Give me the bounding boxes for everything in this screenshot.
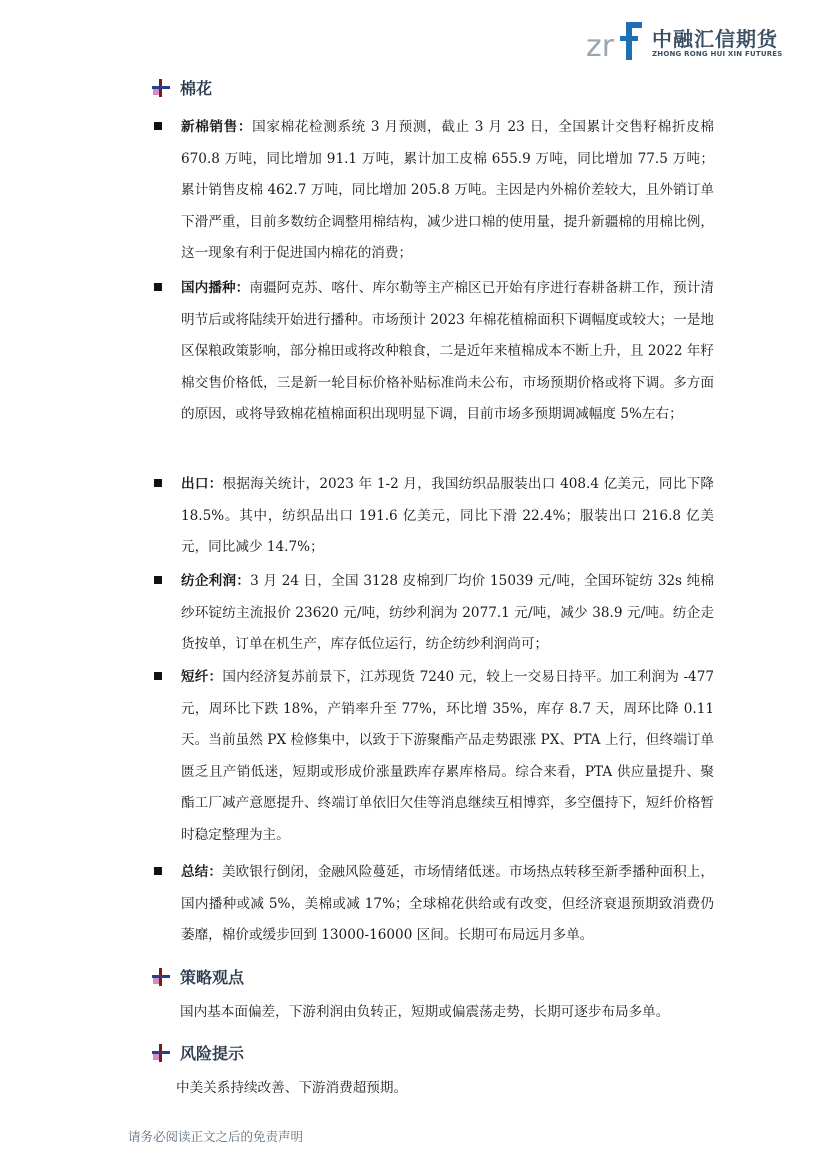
section-header-risk <box>150 1041 244 1064</box>
section-marker-icon <box>150 77 172 99</box>
bullet-icon <box>154 479 162 487</box>
item-text: 3 月 24 日，全国 3128 皮棉到厂均价 15039 元/吨，全国环锭纺 32s 纯棉纱环锭纺主流报价 23620 元/吨，纺纱利润为 2077.1 元/吨，减少 38.9 元/吨。纺企走货按单，订单在机生产，库存低位运行，纺企纺纱利润尚可； <box>181 573 715 652</box>
item-label: 出口： <box>181 476 223 492</box>
item-text: 国内经济复苏前景下，江苏现货 7240 元，较上一交易日持平。加工利润为 -477 元，周环比下跌 18%，产销率升至 77%，环比增 35%，库存 8.7 天，周环比降 0.11 天。当前虽然 PX 检修集中，以致于下游聚酯产品走势跟涨 PX、PTA 上行，但终端订单匮乏且产销低迷，短期或形成价涨量跌库存累库格局。综合来看，PTA 供应量提升、聚酯工厂减产意愿提升、终端订单依旧欠佳等消息继续互相博弈，多空僵持下，短纤价格暂时稳定整理为主。 <box>181 669 714 843</box>
bullet-icon <box>154 672 162 680</box>
svg-text:zr: zr <box>586 29 615 62</box>
list-item-staple-fiber <box>154 662 714 851</box>
list-item-domestic-sowing <box>154 273 714 431</box>
section-title: 风险提示 <box>180 1044 245 1063</box>
section-header-cotton <box>150 76 212 99</box>
item-label: 短纤： <box>181 669 223 685</box>
zrf-logo-icon <box>586 20 644 62</box>
strategy-text: 国内基本面偏差，下游利润由负转正，短期或偏震荡走势，长期可逐步布局多单。 <box>180 1004 670 1020</box>
bullet-icon <box>154 122 162 130</box>
list-item-summary <box>154 857 714 952</box>
logo-chinese-name: 中融汇信期货 <box>652 27 778 51</box>
item-label: 总结： <box>181 864 223 880</box>
section-header-strategy <box>150 965 244 988</box>
bullet-icon <box>154 283 162 291</box>
item-label: 国内播种： <box>181 280 250 296</box>
section-title: 策略观点 <box>180 968 245 987</box>
item-label: 纺企利润： <box>181 573 251 589</box>
list-item-new-cotton-sales <box>154 112 714 270</box>
risk-text: 中美关系持续改善、下游消费超预期。 <box>176 1080 408 1096</box>
section-marker-icon <box>150 1042 172 1064</box>
item-text: 根据海关统计，2023 年 1-2 月，我国纺织品服装出口 408.4 亿美元，同比下降 18.5%。其中，纺织品出口 191.6 亿美元，同比下滑 22.4%；服装出口 216.8 亿美元，同比减少 14.7%； <box>181 476 715 555</box>
item-text: 美欧银行倒闭，金融风险蔓延，市场情绪低迷。市场热点转移至新季播种面积上，国内播种或减 5%，美棉或减 17%；全球棉花供给或有改变，但经济衰退预期致消费仍萎靡，棉价或缓步回到 13000-16000 区间。长期可布局远月多单。 <box>181 864 715 943</box>
section-title: 棉花 <box>180 79 213 98</box>
list-item-export <box>154 469 714 564</box>
bullet-icon <box>154 576 162 584</box>
list-item-spinning-profit <box>154 566 714 661</box>
footer-disclaimer: 请务必阅读正文之后的免责声明 <box>128 1129 304 1144</box>
item-text: 国家棉花检测系统 3 月预测，截止 3 月 23 日，全国累计交售籽棉折皮棉 670.8 万吨，同比增加 91.1 万吨，累计加工皮棉 655.9 万吨，同比增加 77.5 万吨；累计销售皮棉 462.7 万吨，同比增加 205.8 万吨。主因是内外棉价差较大，且外销订单下滑严重，目前多数纺企调整用棉结构，减少进口棉的使用量，提升新疆棉的用棉比例，这一现象有利于促进国内棉花的消费； <box>181 119 715 261</box>
item-label: 新棉销售： <box>181 119 253 135</box>
bullet-icon <box>154 867 162 875</box>
item-text: 南疆阿克苏、喀什、库尔勒等主产棉区已开始有序进行春耕备耕工作，预计清明节后或将陆续开始进行播种。市场预计 2023 年棉花植棉面积下调幅度或较大；一是地区保粮政策影响，部分棉田或将改种粮食，二是近年来植棉成本不断上升，且 2022 年籽棉交售价格低，三是新一轮目标价格补贴标准尚未公布，市场预期价格或将下调。多方面的原因，或将导致棉花植棉面积出现明显下调，目前市场多预期调减幅度 5%左右； <box>181 280 714 422</box>
section-marker-icon <box>150 966 172 988</box>
logo-english-name: ZHONG RONG HUI XIN FUTURES <box>652 50 783 58</box>
company-logo <box>586 18 786 64</box>
